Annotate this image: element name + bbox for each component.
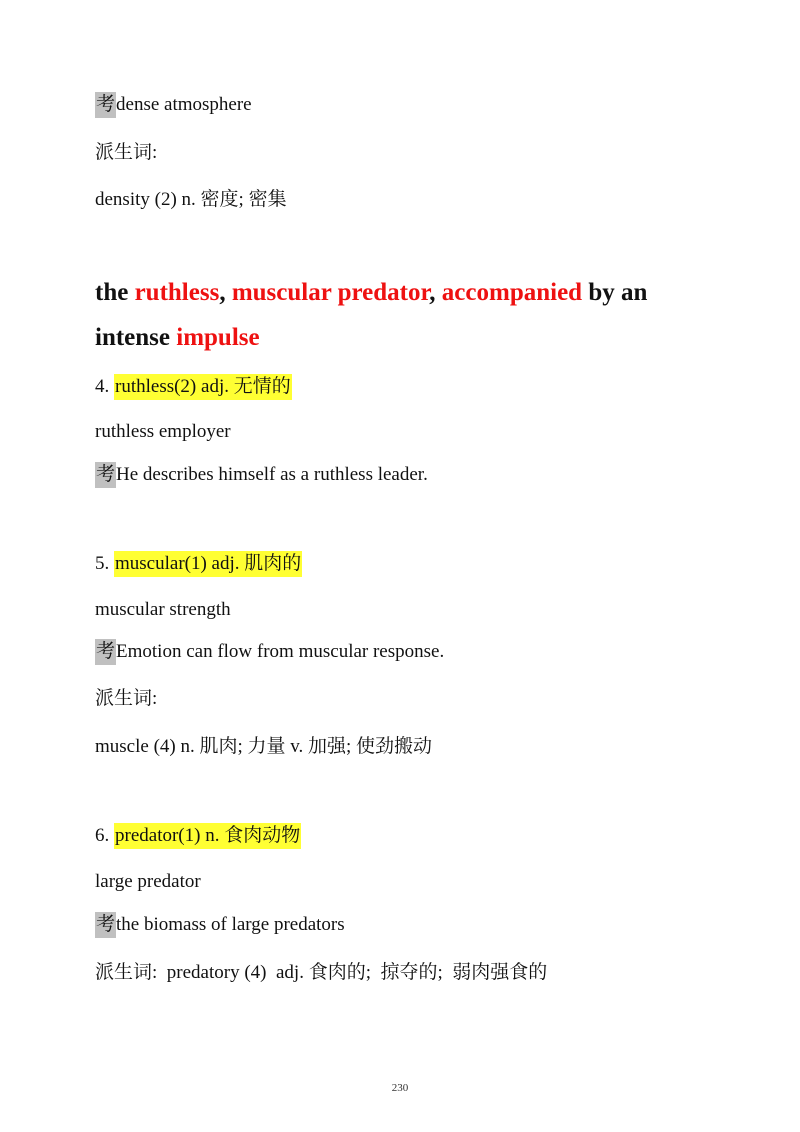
entry-number: 4. [95,376,114,397]
top-example-text: dense atmosphere [116,94,252,115]
section-heading-line-1 [95,277,647,309]
heading-keyword: accompanied [441,279,583,306]
derived-entry-text: density (2) n. 密度; 密集 [95,189,287,210]
derived-label: 派生词: [95,962,158,983]
heading-keyword: muscular predator [231,279,430,306]
heading-text: by an [582,279,648,306]
heading-text: intense [95,324,177,351]
entry-6-example-line [95,912,345,938]
kao-marker: 考 [95,92,116,118]
entry-5-headword-line [95,551,302,577]
derived-label: 派生词: [95,688,158,709]
kao-marker: 考 [95,912,116,938]
entry-4-headword-line [95,374,292,400]
heading-text: the [95,279,135,306]
entry-6-collocation [95,869,201,895]
derived-entry-text: predatory (4) adj. 食肉的; 掠夺的; 弱肉强食的 [157,962,548,983]
heading-text: , [429,279,442,306]
collocation-text: ruthless employer [95,421,231,442]
heading-text: , [219,279,232,306]
heading-keyword: ruthless [134,279,220,306]
top-derived-entry [95,187,287,213]
entry-4-example-line [95,462,428,488]
entry-headword: predator(1) n. 食肉动物 [114,823,301,849]
example-text: He describes himself as a ruthless leader. [116,464,428,485]
entry-number: 5. [95,553,114,574]
kao-marker: 考 [95,639,116,665]
example-text: the biomass of large predators [116,914,345,935]
entry-headword: muscular(1) adj. 肌肉的 [114,551,302,577]
kao-marker: 考 [95,462,116,488]
top-derived-label [95,140,157,166]
top-example-line [95,92,252,118]
derived-entry-text: muscle (4) n. 肌肉; 力量 v. 加强; 使劲搬动 [95,736,433,757]
page-number: 230 [391,1082,409,1094]
heading-keyword: impulse [176,324,260,351]
entry-5-collocation [95,597,231,623]
example-text: Emotion can flow from muscular response. [116,641,445,662]
section-heading-line-2 [95,322,260,354]
entry-5-derived-entry [95,734,432,760]
collocation-text: large predator [95,871,201,892]
entry-6-headword-line [95,823,301,849]
entry-number: 6. [95,825,114,846]
collocation-text: muscular strength [95,599,231,620]
entry-headword: ruthless(2) adj. 无情的 [114,374,292,400]
entry-6-derived-line [95,960,547,986]
entry-5-example-line [95,639,444,665]
derived-label: 派生词: [95,142,158,163]
entry-5-derived-label [95,686,157,712]
entry-4-collocation [95,419,231,445]
